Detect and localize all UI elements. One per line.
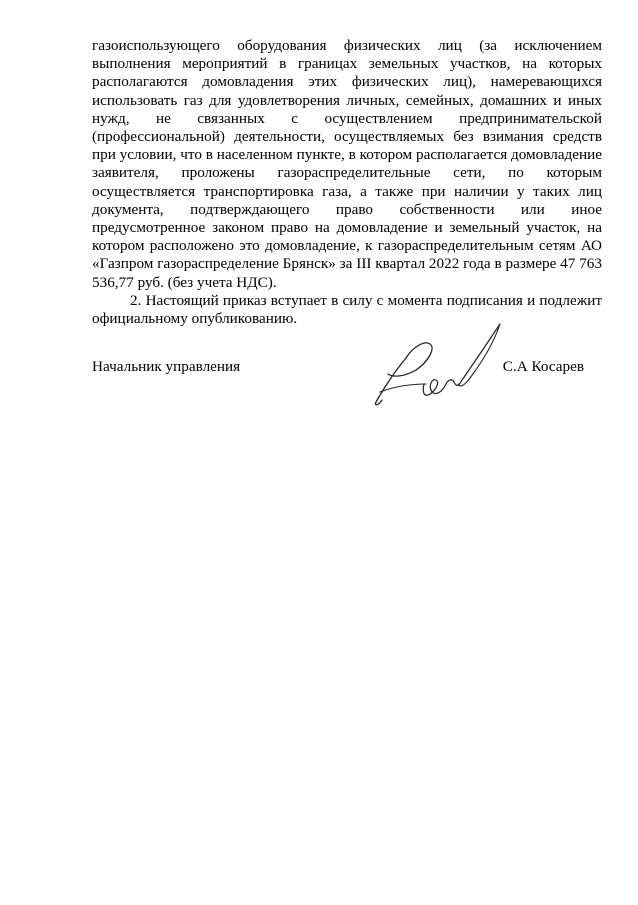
document-body <box>92 37 602 328</box>
tariff-paragraph-continuation: газоиспользующего оборудования физических лиц (за исключением выполнения мероприятий в границах земельных участков, на которых располагаются домовладения этих физических лиц), намеревающихся использовать газ для удовлетворения личных, семейных, домашних и иных нужд, не связанных с осуществлением предпринимательской (профессиональной) деятельности, осуществляемых без взимания средств при условии, что в населенном пункте, в котором располагается домовладение заявителя, проложены газораспределительные сети, по которым осуществляется транспортировка газа, а также при наличии у таких лиц документа, подтверждающего право собственности или иное предусмотренное законом право на домовладение и земельный участок, на котором расположено это домовладение, к газораспределительным сетям АО «Газпром газораспределение Брянск» за III квартал 2022 года в размере 47 763 536,77 руб. (без учета НДС). <box>92 37 602 291</box>
signer-position-title: Начальник управления <box>92 358 241 375</box>
handwritten-signature <box>366 318 516 410</box>
signature-block <box>92 358 602 380</box>
effective-date-paragraph: 2. Настоящий приказ вступает в силу с момента подписания и подлежит официальному опубликованию. <box>92 291 602 328</box>
signer-name: С.А Косарев <box>502 358 584 375</box>
